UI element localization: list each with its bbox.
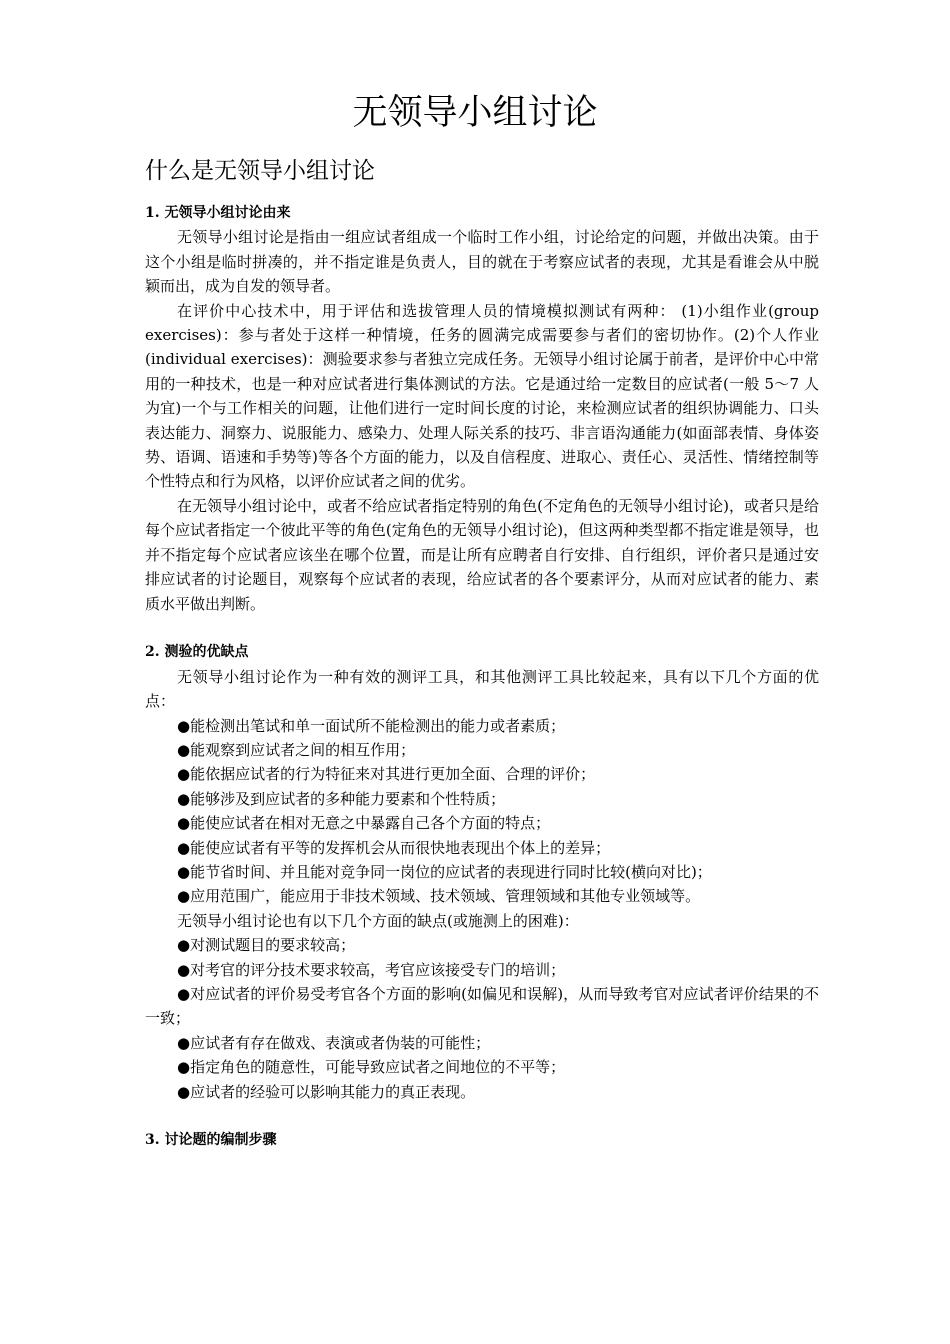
disadvantage-item: ●对测试题目的要求较高； (177, 936, 356, 955)
advantage-item: ●能依据应试者的行为特征来对其进行更加全面、合理的评价； (177, 765, 596, 784)
disadvantage-item: ●对应试者的评价易受考官各个方面的影响(如偏见和误解)，从而导致考官对应试者评价结果的不一致； (145, 984, 819, 1028)
spacer (145, 616, 819, 640)
spacer (145, 1104, 819, 1128)
advantage-item: ●能使应试者有平等的发挥机会从而很快地表现出个体上的差异； (177, 838, 611, 857)
section-heading-1: 1. 无领导小组讨论由来 (145, 205, 291, 221)
advantage-item: ●能检测出笔试和单一面试所不能检测出的能力或者素质； (177, 716, 566, 735)
advantage-item: ●能够涉及到应试者的多种能力要素和个性特质； (177, 789, 506, 808)
document-title: 无领导小组讨论 (352, 93, 598, 133)
disadvantage-item: ●对考官的评分技术要求较高，考官应该接受专门的培训； (177, 960, 566, 979)
section-heading-3: 3. 讨论题的编制步骤 (145, 1132, 277, 1149)
disadvantage-item: ●指定角色的随意性，可能导致应试者之间地位的不平等； (177, 1058, 566, 1077)
disadvantage-item: ●应试者的经验可以影响其能力的真正表现。 (177, 1082, 476, 1101)
document-body (145, 201, 819, 1153)
paragraph: 无领导小组讨论是指由一组应试者组成一个临时工作小组，讨论给定的问题，并做出决策。由于这个小组是临时拼凑的，并不指定谁是负责人，目的就在于考察应试者的表现，尤其是看谁会从中脱颖而出，成为自发的领导者。 (145, 228, 819, 296)
advantage-item: ●能使应试者在相对无意之中暴露自己各个方面的特点； (177, 814, 551, 833)
paragraph: 在无领导小组讨论中，或者不给应试者指定特别的角色(不定角色的无领导小组讨论)，或者只是给每个应试者指定一个彼此平等的角色(定角色的无领导小组讨论)，但这两种类型都不指定谁是领导，也并不指定每个应试者应该坐在哪个位置，而是让所有应聘者自行安排、自行组织，评价者只是通过安排应试者的讨论题目，观察每个应试者的表现，给应试者的各个要素评分，从而对应试者的能力、素质水平做出判断。 (145, 496, 819, 613)
section-heading-2: 2. 测验的优缺点 (145, 644, 249, 661)
paragraph: 无领导小组讨论作为一种有效的测评工具，和其他测评工具比较起来，具有以下几个方面的优点： (145, 667, 819, 711)
paragraph: 无领导小组讨论也有以下几个方面的缺点(或施测上的困难)： (177, 911, 579, 930)
document-subtitle: 什么是无领导小组讨论 (145, 158, 375, 184)
advantage-item: ●应用范围广，能应用于非技术领域、技术领域、管理领域和其他专业领域等。 (177, 887, 701, 906)
advantage-item: ●能节省时间、并且能对竞争同一岗位的应试者的表现进行同时比较(横向对比)； (177, 862, 712, 881)
paragraph: 在评价中心技术中，用于评估和选拔管理人员的情境模拟测试有两种： (1)小组作业(group exercises)：参与者处于这样一种情境，任务的圆满完成需要参与者们的密切协作。(2)个人作业(individual exercises)：测验要求参与者独立完成任务。无领导小组讨论属于前者，是评价中心中常用的一种技术，也是一种对应试者进行集体测试的方法。它是通过给一定数目的应试者(一般 5～7 人为宜)一个与工作相关的问题，让他们进行一定时间长度的讨论，来检测应试者的组织协调能力、口头表达能力、洞察力、说服能力、感染力、处理人际关系的技巧、非言语沟通能力(如面部表情、身体姿势、语调、语速和手势等)等各个方面的能力，以及自信程度、进取心、责任心、灵活性、情绪控制等个性特点和行为风格，以评价应试者之间的优劣。 (145, 301, 819, 491)
advantage-item: ●能观察到应试者之间的相互作用； (177, 740, 416, 759)
disadvantage-item: ●应试者有存在做戏、表演或者伪装的可能性； (177, 1033, 491, 1052)
